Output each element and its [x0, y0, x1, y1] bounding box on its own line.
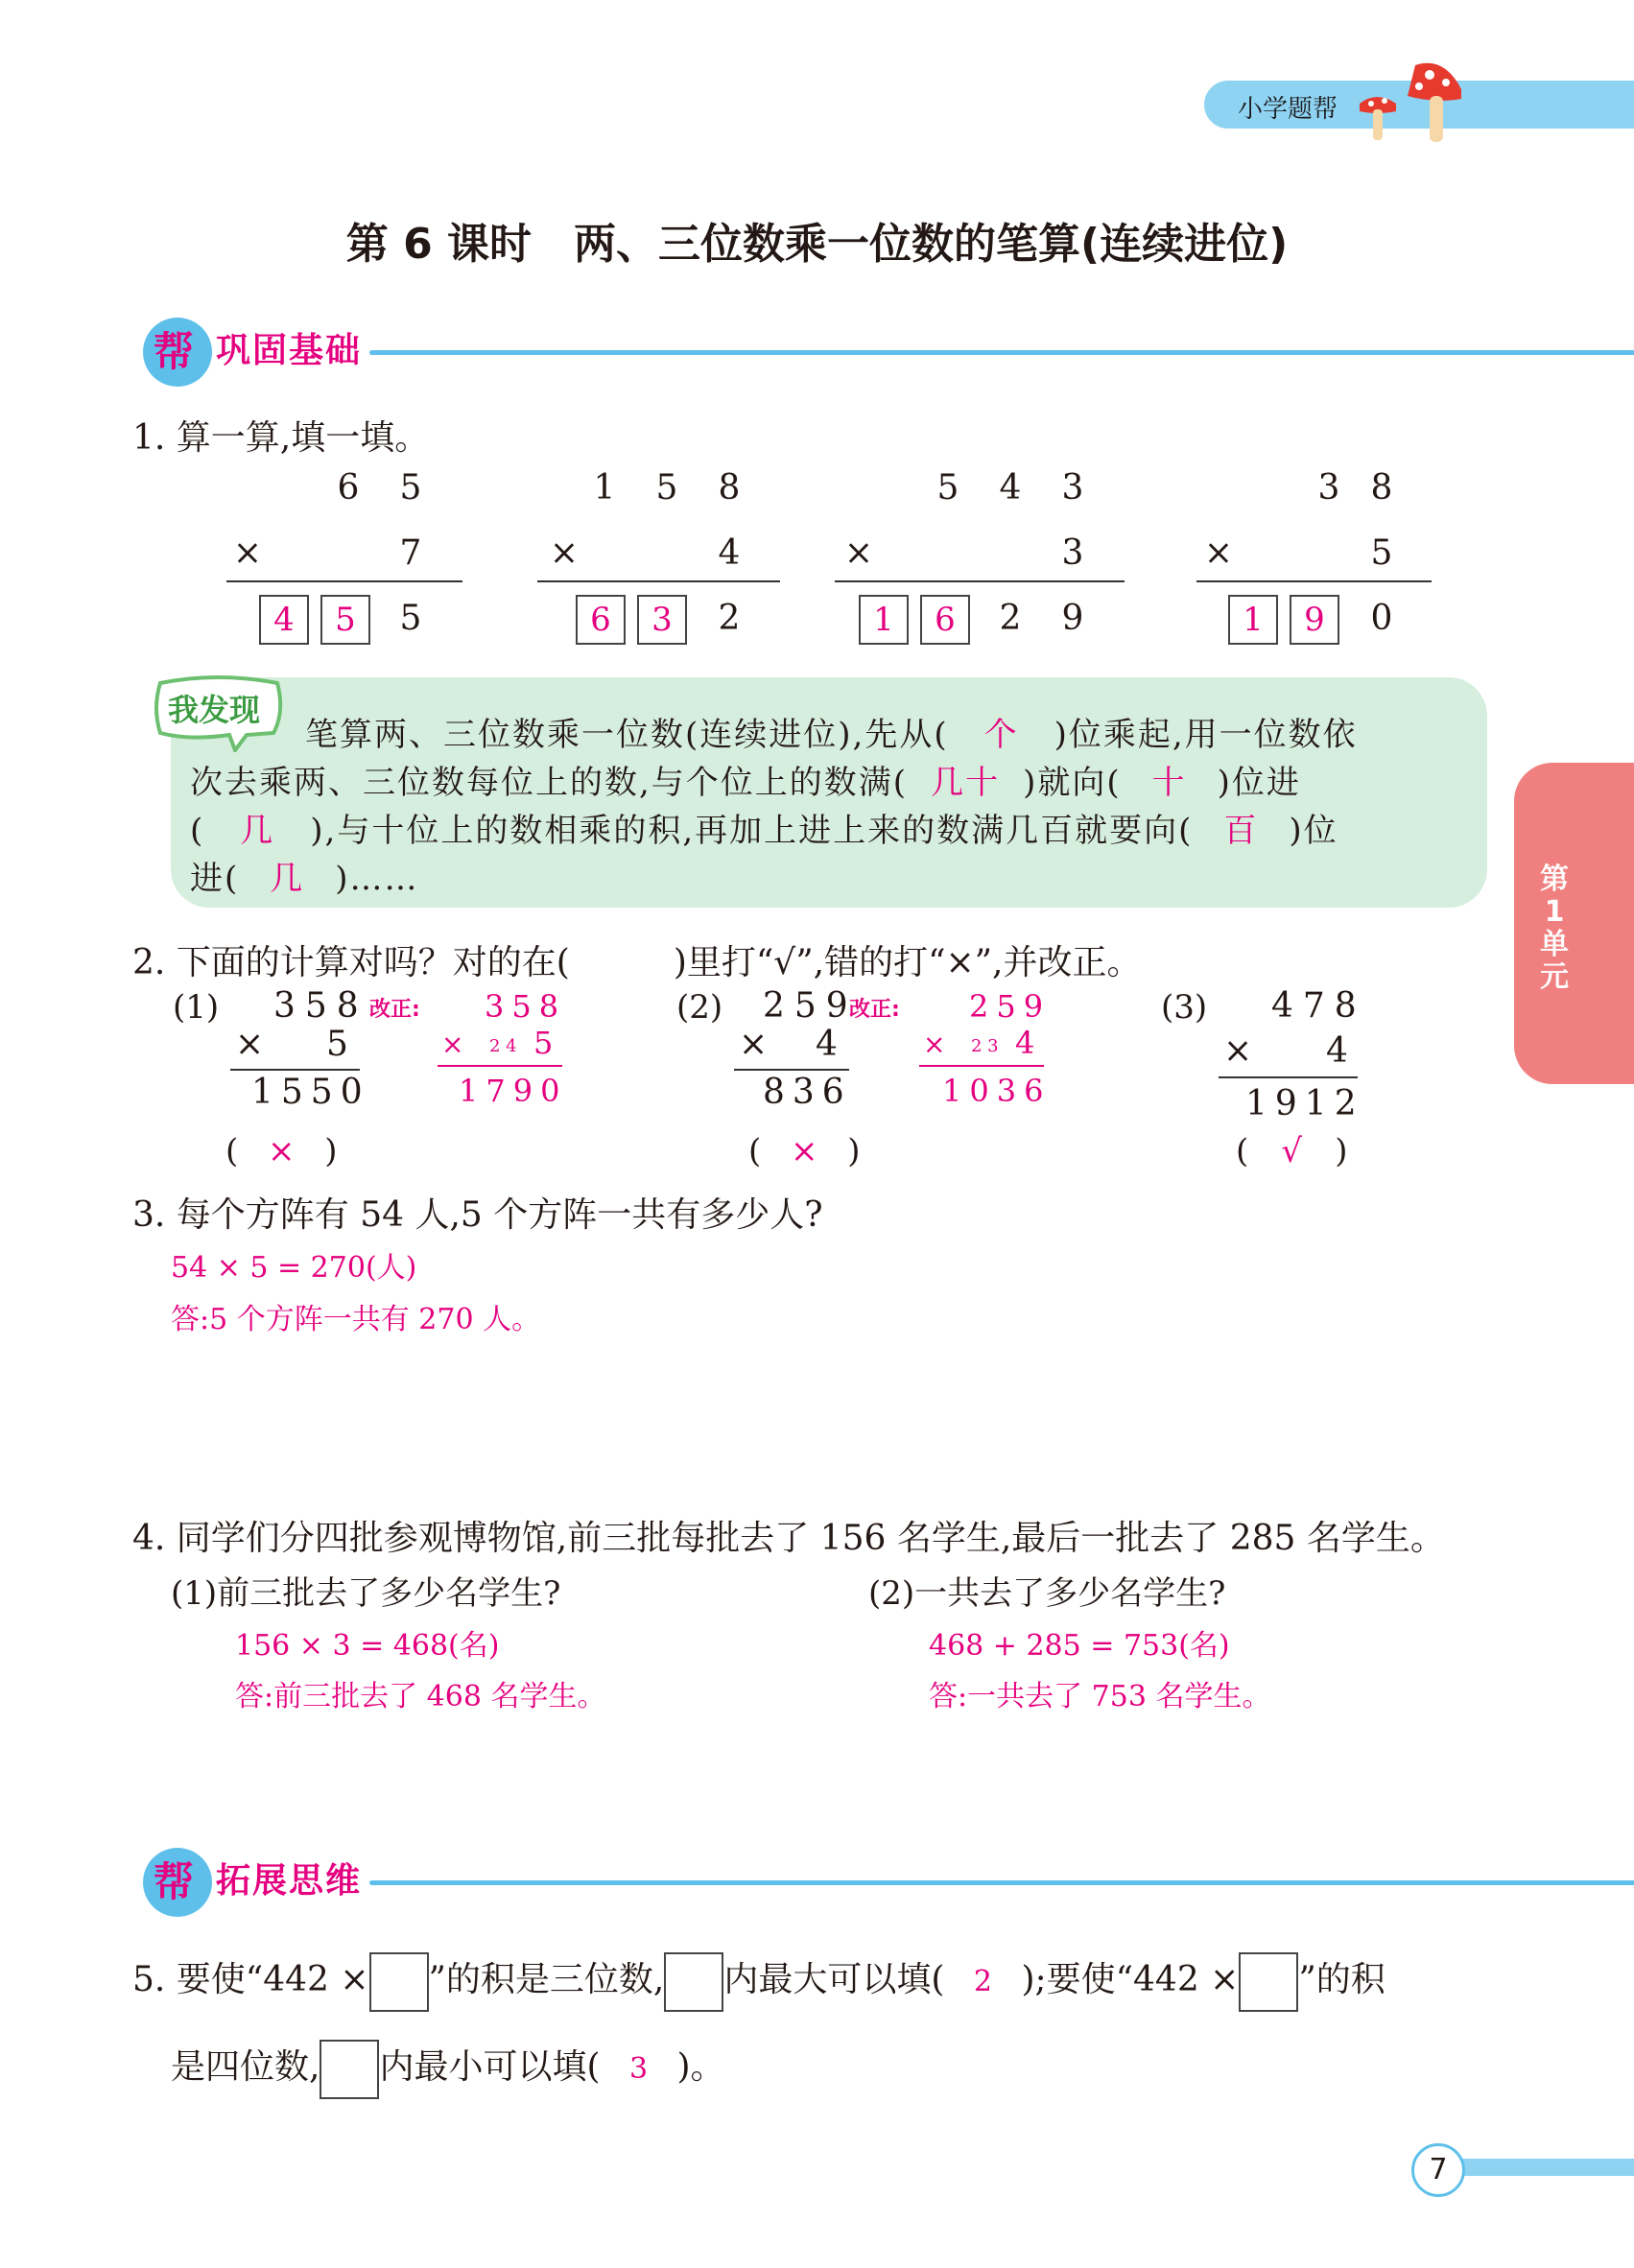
- digit: 8: [1370, 468, 1393, 508]
- unit-tab[interactable]: [1514, 763, 1634, 1084]
- multiplicand: 478: [1271, 986, 1366, 1026]
- digit: 2: [999, 599, 1022, 638]
- brand-name: 小学题帮: [1238, 95, 1338, 124]
- answer-box[interactable]: 3: [637, 595, 687, 645]
- digit: 5: [1370, 533, 1393, 573]
- text: )位进: [1217, 764, 1301, 802]
- q4-sub1-work: 156 × 3 = 468(名): [235, 1629, 500, 1663]
- sum-line: [835, 580, 1125, 582]
- text: )……: [335, 860, 419, 898]
- fix-multiplier: 5: [533, 1025, 554, 1061]
- result: 1550: [251, 1073, 370, 1112]
- fix-sum-line: [438, 1065, 562, 1067]
- digit: 6: [337, 468, 360, 508]
- sum-line: [1196, 580, 1432, 582]
- blank-box[interactable]: [320, 2040, 379, 2099]
- digit: 0: [1370, 599, 1393, 638]
- discovery-line-4: [190, 852, 419, 899]
- q2-prompt: 2. 下面的计算对吗？对的在( )里打“√”,错的打“×”,并改正。: [132, 943, 1142, 982]
- svg-text:帮: 帮: [153, 1858, 195, 1905]
- digit: 5: [655, 468, 678, 508]
- svg-text:帮: 帮: [153, 328, 195, 375]
- blank-box[interactable]: [1239, 1952, 1298, 2012]
- fix-result: 1036: [942, 1073, 1052, 1109]
- text: 是四位数,: [171, 2047, 320, 2087]
- section-label: 巩固基础: [216, 331, 363, 370]
- fill-answer: 3: [628, 2052, 649, 2086]
- q2-item-label: (3): [1161, 988, 1208, 1027]
- discovery-line-3: [190, 804, 1338, 851]
- section-logo-icon: [139, 1842, 216, 1919]
- text: 笔算两、三位数乘一位数(连续进位),先从(: [305, 716, 949, 754]
- blank-box[interactable]: [664, 1952, 723, 2012]
- text: 内最小可以填(: [379, 2047, 601, 2087]
- sum-line: [537, 580, 780, 582]
- judge-bracket[interactable]: ( √ ): [1236, 1132, 1348, 1170]
- digit: 1: [593, 468, 616, 508]
- times-sign: ×: [1223, 1031, 1253, 1071]
- fill-answer: 几: [240, 812, 275, 850]
- times-sign: ×: [549, 533, 580, 573]
- digit: 8: [718, 468, 741, 508]
- q2-item-label: (2): [676, 988, 723, 1027]
- digit: 4: [718, 533, 741, 573]
- page-title: 第 6 课时 两、三位数乘一位数的笔算(连续进位): [345, 220, 1289, 269]
- q3-work: 54 × 5 = 270(人): [171, 1251, 417, 1285]
- fill-answer: 2: [973, 1965, 992, 1998]
- fill-answer: 几十: [931, 764, 1001, 802]
- discovery-line-2: [190, 756, 1301, 803]
- answer-box[interactable]: 6: [920, 595, 970, 645]
- judge-mark: ×: [791, 1132, 818, 1170]
- text: )就向(: [1023, 764, 1122, 802]
- judge-bracket[interactable]: ( × ): [225, 1132, 338, 1170]
- times-sign: ×: [235, 1025, 265, 1064]
- multiplier: 5: [326, 1025, 348, 1064]
- q5-line-2: [171, 2040, 725, 2099]
- q2-item-label: (1): [173, 988, 220, 1027]
- sum-line: [1219, 1076, 1358, 1078]
- fill-answer: 十: [1151, 764, 1187, 802]
- q4-sub2-answer: 答:一共去了 753 名学生。: [929, 1680, 1271, 1713]
- text: );要使“442 ×: [1021, 1960, 1240, 1999]
- multiplicand: 259: [763, 986, 858, 1026]
- fill-answer: 个: [983, 716, 1019, 754]
- multiplicand: 358: [273, 986, 368, 1026]
- fill-answer: 几: [270, 860, 305, 898]
- digit: 3: [1061, 533, 1084, 573]
- q4-sub2-work: 468 + 285 = 753(名): [929, 1629, 1230, 1663]
- blank-box[interactable]: [369, 1952, 429, 2012]
- q1-prompt: 1. 算一算,填一填。: [132, 418, 430, 458]
- section-divider: [369, 350, 1634, 355]
- fill-answer: 百: [1223, 812, 1259, 850]
- carry-digits: 2 4: [489, 1036, 517, 1056]
- q5-line-1: [132, 1952, 1385, 2012]
- carry-digits: 2 3: [971, 1036, 999, 1056]
- sum-line: [226, 580, 462, 582]
- answer-box[interactable]: 4: [259, 595, 309, 645]
- fix-label: 改正:: [369, 998, 420, 1022]
- q3-answer: 答:5 个方阵一共有 270 人。: [171, 1303, 541, 1336]
- q4-sub1: (1)前三批去了多少名学生?: [171, 1574, 561, 1613]
- discovery-line-1: [305, 708, 1358, 755]
- text: 内最大可以填(: [723, 1960, 945, 1999]
- section-divider: [369, 1880, 1634, 1885]
- section-logo-icon: [139, 312, 216, 389]
- judge-mark: ×: [268, 1132, 296, 1170]
- sum-line: [230, 1069, 360, 1071]
- multiplier: 4: [1326, 1031, 1348, 1071]
- digit: 5: [399, 599, 422, 638]
- section-label: 拓展思维: [216, 1861, 363, 1901]
- discovery-badge-label: 我发现: [168, 692, 261, 728]
- digit: 3: [1061, 468, 1084, 508]
- answer-box[interactable]: 1: [859, 595, 909, 645]
- text: ),与十位上的数相乘的积,再加上进上来的数满几百就要向(: [310, 812, 1194, 850]
- text: )。: [676, 2047, 725, 2087]
- q4-sub1-answer: 答:前三批去了 468 名学生。: [235, 1680, 606, 1713]
- digit: 5: [936, 468, 959, 508]
- text: ”的积: [1298, 1960, 1385, 1999]
- fix-multiplier: 4: [1015, 1025, 1035, 1061]
- digit: 7: [399, 533, 422, 573]
- text: )位: [1289, 812, 1338, 850]
- judge-mark: √: [1281, 1132, 1303, 1170]
- result: 836: [763, 1073, 852, 1112]
- times-sign: ×: [1203, 533, 1234, 573]
- answer-box[interactable]: 1: [1228, 595, 1278, 645]
- digit: 3: [1317, 468, 1340, 508]
- multiplier: 4: [816, 1025, 838, 1064]
- digit: 2: [718, 599, 741, 638]
- q4-prompt: 4. 同学们分四批参观博物馆,前三批每批去了 156 名学生,最后一批去了 285 名学生。: [132, 1519, 1445, 1558]
- text: 次去乘两、三位数每位上的数,与个位上的数满(: [190, 764, 909, 802]
- times-sign: ×: [739, 1025, 769, 1064]
- text: )位乘起,用一位数依: [1054, 716, 1358, 754]
- fix-multiplicand: 259: [969, 988, 1052, 1025]
- fix-label: 改正:: [849, 998, 900, 1022]
- times-sign: ×: [441, 1028, 464, 1060]
- page-number: 7: [1411, 2143, 1465, 2197]
- fix-result: 1790: [459, 1073, 568, 1109]
- section-header-extension: [139, 1842, 1492, 1919]
- fix-multiplicand: 358: [485, 988, 567, 1025]
- digit: 4: [999, 468, 1022, 508]
- answer-box[interactable]: 6: [576, 595, 626, 645]
- answer-box[interactable]: 9: [1290, 595, 1339, 645]
- q4-sub2: (2)一共去了多少名学生?: [868, 1574, 1226, 1613]
- mushroom-icon: [1348, 56, 1473, 152]
- fix-sum-line: [919, 1065, 1044, 1067]
- result: 1912: [1245, 1084, 1364, 1123]
- q3-prompt: 3. 每个方阵有 54 人,5 个方阵一共有多少人?: [132, 1195, 823, 1235]
- unit-tab-label: 第1单元: [1540, 862, 1569, 994]
- digit: 9: [1061, 599, 1084, 638]
- judge-bracket[interactable]: ( × ): [748, 1132, 861, 1170]
- text: 5. 要使“442 ×: [132, 1960, 369, 1999]
- digit: 5: [399, 468, 422, 508]
- text: 进(: [190, 860, 240, 898]
- text: (: [190, 812, 205, 850]
- sum-line: [734, 1069, 849, 1071]
- times-sign: ×: [923, 1028, 946, 1060]
- times-sign: ×: [232, 533, 263, 573]
- answer-box[interactable]: 5: [320, 595, 370, 645]
- text: ”的积是三位数,: [428, 1960, 665, 1999]
- times-sign: ×: [843, 533, 874, 573]
- section-header-basics: [139, 312, 1492, 389]
